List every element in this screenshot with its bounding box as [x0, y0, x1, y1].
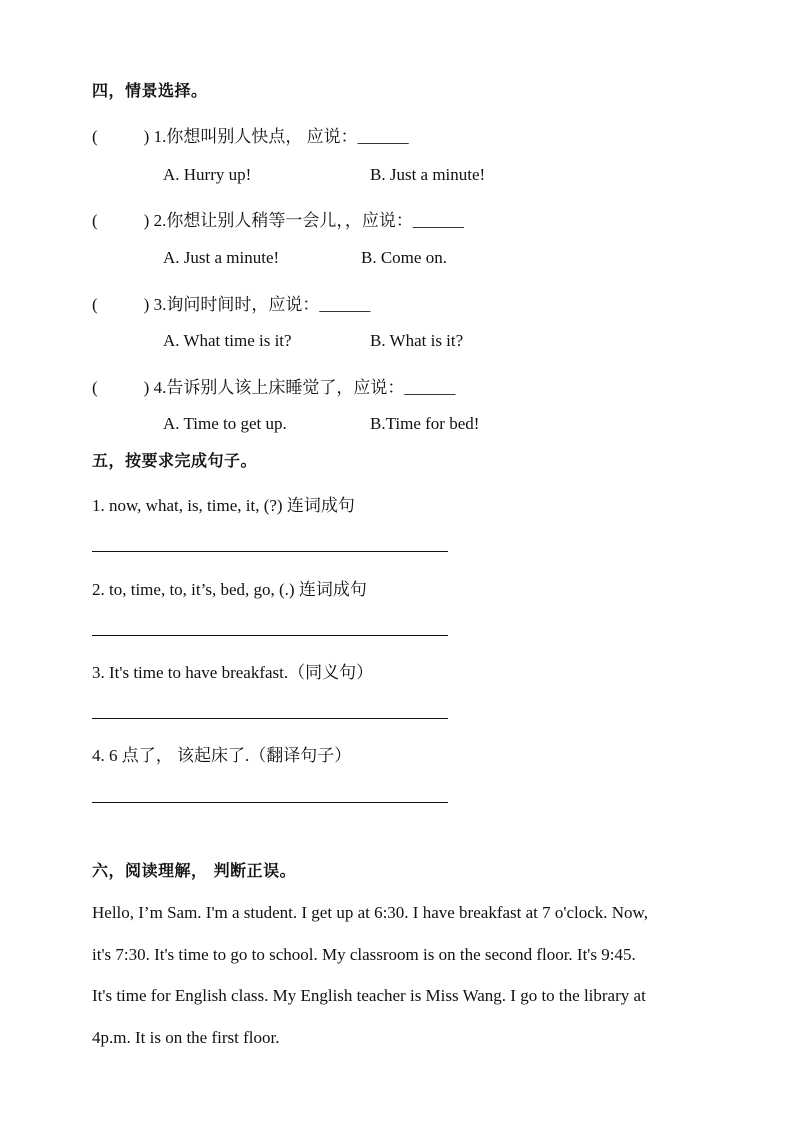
question-text: 2.你想让别人稍等一会儿，，应说：______	[153, 211, 464, 230]
question-3	[92, 290, 370, 315]
task-item-1: 1. now, what, is, time, it, (?) 连词成句	[92, 496, 355, 515]
option-a: A. Time to get up.	[163, 414, 287, 433]
question-4	[92, 373, 455, 398]
option-b: B. Just a minute!	[370, 165, 486, 184]
section-6-title: 六，阅读理解， 判断正误。	[92, 861, 297, 880]
answer-paren-close: )	[143, 211, 150, 230]
passage-line: It's time for English class. My English teacher is Miss Wang. I go to the library at	[92, 986, 646, 1005]
option-b: B.Time for bed!	[370, 414, 480, 433]
reading-passage	[92, 892, 712, 1058]
answer-paren-close: )	[143, 127, 150, 146]
option-a: A. What time is it?	[163, 331, 292, 350]
question-text: 1.你想叫别人快点， 应说：______	[153, 127, 409, 146]
option-b: B. What is it?	[370, 331, 464, 350]
answer-paren-open: (	[92, 378, 98, 397]
option-a: A. Just a minute!	[163, 248, 280, 267]
answer-line[interactable]	[92, 551, 448, 552]
passage-line: it's 7:30. It's time to go to school. My classroom is on the second floor. It's 9:45.	[92, 944, 636, 964]
answer-paren-open: (	[92, 127, 98, 146]
question-1	[92, 122, 409, 147]
task-item-3: 3. It's time to have breakfast.（同义句）	[92, 663, 374, 682]
question-text: 3.询问时间时，应说：______	[153, 295, 371, 314]
answer-paren-open: (	[92, 211, 98, 230]
task-item-2: 2. to, time, to, it’s, bed, go, (.) 连词成句	[92, 580, 367, 599]
answer-line[interactable]	[92, 718, 448, 719]
answer-paren-close: )	[143, 378, 150, 397]
section-4-title: 四，情景选择。	[92, 81, 208, 100]
passage-line: Hello, I’m Sam. I'm a student. I get up at 6:30. I have breakfast at 7 o'clock. Now,	[92, 903, 648, 922]
option-a: A. Hurry up!	[163, 165, 252, 184]
answer-paren-open: (	[92, 295, 98, 314]
question-text: 4.告诉别人该上床睡觉了，应说：______	[153, 378, 456, 397]
answer-line[interactable]	[92, 635, 448, 636]
section-5-title: 五，按要求完成句子。	[92, 451, 258, 470]
question-2	[92, 206, 464, 231]
answer-paren-close: )	[143, 295, 150, 314]
answer-line[interactable]	[92, 802, 448, 803]
option-b: B. Come on.	[361, 248, 447, 267]
passage-line: 4p.m. It is on the first floor.	[92, 1027, 280, 1047]
task-item-4: 4. 6 点了， 该起床了.（翻译句子）	[92, 746, 352, 765]
